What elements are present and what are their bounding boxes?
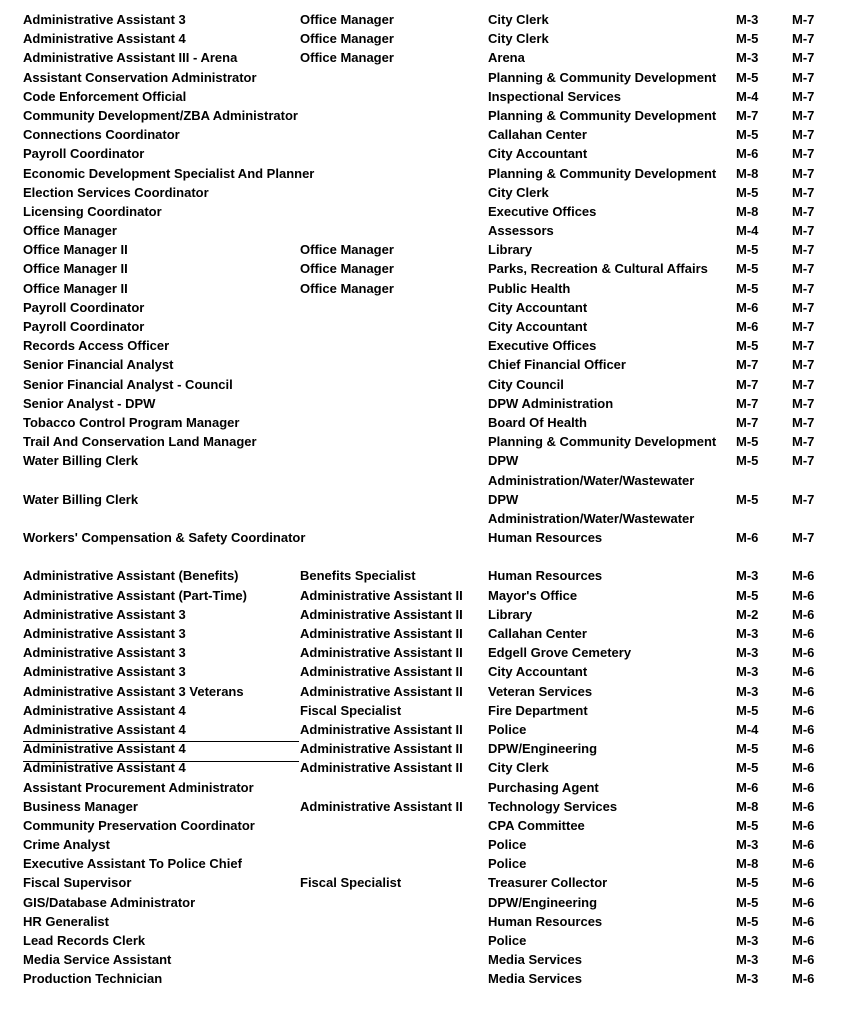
department: City Accountant xyxy=(488,299,588,315)
table-row xyxy=(0,509,856,528)
position-title: Senior Financial Analyst xyxy=(23,357,174,373)
table-row xyxy=(0,471,856,490)
department: Board Of Health xyxy=(488,414,587,430)
department: Parks, Recreation & Cultural Affairs xyxy=(488,261,708,277)
grade: M-5 xyxy=(736,760,759,776)
department: Callahan Center xyxy=(488,626,587,641)
position-title: Community Preservation Coordinator xyxy=(23,817,255,833)
department: Human Resources xyxy=(488,530,603,546)
position-title: Licensing Coordinator xyxy=(23,203,162,219)
grade: M-4 xyxy=(736,88,759,104)
new-grade: M-6 xyxy=(792,645,815,661)
grade: M-6 xyxy=(736,299,759,315)
position-title: Assistant Procurement Administrator xyxy=(23,779,254,795)
grade: M-5 xyxy=(736,875,759,891)
table-row xyxy=(0,528,856,547)
new-grade: M-7 xyxy=(792,184,815,200)
table-row xyxy=(0,931,856,950)
table-row xyxy=(0,701,856,720)
department: Arena xyxy=(488,50,525,66)
grade: M-5 xyxy=(736,913,759,929)
department: City Accountant xyxy=(488,319,588,334)
grade: M-5 xyxy=(736,894,759,910)
grade: M-7 xyxy=(736,357,759,373)
new-grade: M-7 xyxy=(792,242,815,258)
new-grade: M-7 xyxy=(792,203,815,219)
department: Planning & Community Development xyxy=(488,165,717,181)
table-row xyxy=(0,279,856,298)
department: Planning & Community Development xyxy=(488,69,717,85)
grade: M-3 xyxy=(736,933,759,948)
position-title: Fiscal Supervisor xyxy=(23,875,132,891)
position-title: Office Manager II xyxy=(23,261,128,277)
table-row xyxy=(0,873,856,892)
table-row xyxy=(0,87,856,106)
table-row xyxy=(0,29,856,48)
new-grade: M-7 xyxy=(792,395,815,411)
grade: M-4 xyxy=(736,223,759,239)
department: Media Services xyxy=(488,971,582,987)
position-title: Administrative Assistant (Part-Time) xyxy=(23,587,247,603)
new-grade: M-7 xyxy=(792,357,815,373)
position-title: Crime Analyst xyxy=(23,837,110,853)
position-title: Administrative Assistant 4 xyxy=(23,721,186,737)
table-row xyxy=(0,586,856,605)
position-title: Media Service Assistant xyxy=(23,952,172,968)
department: DPW/Engineering xyxy=(488,741,598,757)
new-grade: M-6 xyxy=(792,683,815,699)
former-title: Administrative Assistant II xyxy=(300,645,463,661)
new-grade: M-7 xyxy=(792,31,815,47)
new-grade: M-7 xyxy=(792,50,815,66)
new-grade: M-7 xyxy=(792,261,815,277)
position-title: Administrative Assistant 4 xyxy=(23,702,186,718)
position-title: Administrative Assistant 3 xyxy=(23,12,186,27)
table-row xyxy=(0,490,856,509)
former-title: Office Manager xyxy=(300,280,394,296)
grade: M-5 xyxy=(736,261,759,277)
table-row xyxy=(0,778,856,797)
new-grade: M-7 xyxy=(792,107,815,123)
grade: M-5 xyxy=(736,453,759,469)
former-title: Fiscal Specialist xyxy=(300,875,402,891)
grade: M-5 xyxy=(736,702,759,718)
department: Executive Offices xyxy=(488,203,597,219)
new-grade: M-7 xyxy=(792,280,815,296)
table-row xyxy=(0,893,856,912)
department: City Council xyxy=(488,376,564,392)
new-grade: M-7 xyxy=(792,146,815,162)
position-title: Tobacco Control Program Manager xyxy=(23,414,240,430)
department: Human Resources xyxy=(488,913,603,929)
position-title: Connections Coordinator xyxy=(23,127,180,143)
grade: M-3 xyxy=(736,568,759,584)
table-row xyxy=(0,662,856,681)
new-grade: M-6 xyxy=(792,702,815,718)
new-grade: M-6 xyxy=(792,721,815,737)
grade: M-8 xyxy=(736,203,759,219)
grade: M-3 xyxy=(736,626,759,641)
department: Media Services xyxy=(488,952,582,968)
department: Administration/Water/Wastewater xyxy=(488,510,695,526)
department: Mayor's Office xyxy=(488,587,578,603)
new-grade: M-6 xyxy=(792,664,815,680)
new-grade: M-7 xyxy=(792,299,815,315)
former-title: Administrative Assistant II xyxy=(300,683,463,699)
new-grade: M-6 xyxy=(792,568,815,584)
new-grade: M-6 xyxy=(792,606,815,622)
table-row xyxy=(0,202,856,221)
grade: M-4 xyxy=(736,721,759,737)
department: Police xyxy=(488,856,527,872)
underline-bottom xyxy=(23,761,299,762)
department: City Clerk xyxy=(488,31,549,47)
grade: M-3 xyxy=(736,664,759,680)
table-row xyxy=(0,566,856,585)
new-grade: M-7 xyxy=(792,530,815,546)
position-title: Administrative Assistant (Benefits) xyxy=(23,568,239,584)
position-title: Senior Analyst - DPW xyxy=(23,395,156,411)
grade: M-3 xyxy=(736,645,759,661)
grade: M-8 xyxy=(736,165,759,181)
table-row xyxy=(0,375,856,394)
position-table xyxy=(0,10,856,989)
position-title: Election Services Coordinator xyxy=(23,184,209,200)
grade: M-8 xyxy=(736,856,759,872)
position-title: Administrative Assistant 4 xyxy=(23,31,186,47)
table-row xyxy=(0,183,856,202)
position-title: Administrative Assistant 4 xyxy=(23,760,186,776)
table-row xyxy=(0,144,856,163)
new-grade: M-6 xyxy=(792,913,815,929)
table-row xyxy=(0,969,856,988)
department: City Accountant xyxy=(488,146,588,162)
position-title: Water Billing Clerk xyxy=(23,491,139,507)
grade: M-3 xyxy=(736,971,759,987)
table-row xyxy=(0,432,856,451)
grade: M-3 xyxy=(736,50,759,66)
department: CPA Committee xyxy=(488,817,585,833)
position-title: Office Manager xyxy=(23,223,117,239)
position-title: Trail And Conservation Land Manager xyxy=(23,434,257,450)
position-title: Office Manager II xyxy=(23,280,128,296)
table-row xyxy=(0,682,856,701)
table-row xyxy=(0,950,856,969)
new-grade: M-7 xyxy=(792,376,815,392)
new-grade: M-7 xyxy=(792,491,815,507)
new-grade: M-7 xyxy=(792,338,815,354)
former-title: Administrative Assistant II xyxy=(300,741,463,757)
table-row xyxy=(0,854,856,873)
position-title: Code Enforcement Official xyxy=(23,88,187,104)
position-title: Executive Assistant To Police Chief xyxy=(23,856,242,872)
table-row xyxy=(0,797,856,816)
grade: M-7 xyxy=(736,414,759,430)
table-row xyxy=(0,720,856,739)
department: Administration/Water/Wastewater xyxy=(488,472,695,488)
new-grade: M-7 xyxy=(792,69,815,85)
grade: M-3 xyxy=(736,683,759,699)
department: Library xyxy=(488,242,533,258)
former-title: Benefits Specialist xyxy=(300,568,416,584)
grade: M-5 xyxy=(736,280,759,296)
position-title: Payroll Coordinator xyxy=(23,319,145,334)
former-title: Administrative Assistant II xyxy=(300,587,463,603)
position-title: Economic Development Specialist And Planner xyxy=(23,165,315,181)
department: Inspectional Services xyxy=(488,88,621,104)
table-row xyxy=(0,221,856,240)
position-title: HR Generalist xyxy=(23,913,109,929)
former-title: Administrative Assistant II xyxy=(300,721,463,737)
grade: M-7 xyxy=(736,376,759,392)
former-title: Administrative Assistant II xyxy=(300,798,463,814)
position-title: Administrative Assistant 3 xyxy=(23,626,186,641)
department: Public Health xyxy=(488,280,571,296)
former-title: Fiscal Specialist xyxy=(300,702,402,718)
grade: M-5 xyxy=(736,741,759,757)
position-title: Administrative Assistant III - Arena xyxy=(23,50,238,66)
position-title: Assistant Conservation Administrator xyxy=(23,69,257,85)
new-grade: M-6 xyxy=(792,741,815,757)
new-grade: M-6 xyxy=(792,856,815,872)
department: Technology Services xyxy=(488,798,618,814)
grade: M-5 xyxy=(736,127,759,143)
department: Human Resources xyxy=(488,568,603,584)
grade: M-3 xyxy=(736,952,759,968)
new-grade: M-7 xyxy=(792,127,815,143)
department: City Accountant xyxy=(488,664,588,680)
position-title: Administrative Assistant 3 xyxy=(23,645,186,661)
table-row xyxy=(0,10,856,29)
position-title: Administrative Assistant 3 xyxy=(23,606,186,622)
former-title: Office Manager xyxy=(300,242,394,258)
position-title: Administrative Assistant 3 xyxy=(23,664,186,680)
department: Callahan Center xyxy=(488,127,587,143)
new-grade: M-6 xyxy=(792,760,815,776)
new-grade: M-6 xyxy=(792,798,815,814)
grade: M-2 xyxy=(736,606,759,622)
former-title: Office Manager xyxy=(300,12,394,27)
new-grade: M-7 xyxy=(792,165,815,181)
new-grade: M-7 xyxy=(792,319,815,334)
department: Planning & Community Development xyxy=(488,107,717,123)
table-row xyxy=(0,547,856,566)
new-grade: M-7 xyxy=(792,434,815,450)
table-row xyxy=(0,164,856,183)
department: City Clerk xyxy=(488,12,549,27)
position-title: Business Manager xyxy=(23,798,138,814)
position-title: Administrative Assistant 4 xyxy=(23,741,186,757)
position-title: Payroll Coordinator xyxy=(23,299,145,315)
position-title: Senior Financial Analyst - Council xyxy=(23,376,233,392)
former-title: Office Manager xyxy=(300,50,394,66)
grade: M-8 xyxy=(736,798,759,814)
table-row xyxy=(0,739,856,758)
grade: M-6 xyxy=(736,146,759,162)
department: DPW Administration xyxy=(488,395,614,411)
table-row xyxy=(0,336,856,355)
department: Fire Department xyxy=(488,702,588,718)
underline-top xyxy=(23,741,299,742)
new-grade: M-6 xyxy=(792,837,815,853)
new-grade: M-6 xyxy=(792,626,815,641)
grade: M-5 xyxy=(736,338,759,354)
department: DPW xyxy=(488,453,519,469)
former-title: Administrative Assistant II xyxy=(300,760,463,776)
table-row xyxy=(0,68,856,87)
grade: M-5 xyxy=(736,242,759,258)
table-row xyxy=(0,912,856,931)
grade: M-5 xyxy=(736,31,759,47)
former-title: Office Manager xyxy=(300,31,394,47)
table-row xyxy=(0,394,856,413)
department: Chief Financial Officer xyxy=(488,357,626,373)
department: City Clerk xyxy=(488,760,549,776)
new-grade: M-6 xyxy=(792,875,815,891)
grade: M-7 xyxy=(736,107,759,123)
table-row xyxy=(0,835,856,854)
former-title: Administrative Assistant II xyxy=(300,606,463,622)
grade: M-6 xyxy=(736,530,759,546)
department: Police xyxy=(488,933,527,948)
new-grade: M-7 xyxy=(792,88,815,104)
new-grade: M-7 xyxy=(792,12,815,27)
new-grade: M-7 xyxy=(792,223,815,239)
table-row xyxy=(0,259,856,278)
department: DPW xyxy=(488,491,519,507)
position-title: Lead Records Clerk xyxy=(23,933,146,948)
position-title: Community Development/ZBA Administrator xyxy=(23,107,298,123)
grade: M-5 xyxy=(736,587,759,603)
grade: M-5 xyxy=(736,817,759,833)
position-title: Workers' Compensation & Safety Coordinator xyxy=(23,530,306,546)
position-title: GIS/Database Administrator xyxy=(23,894,196,910)
new-grade: M-6 xyxy=(792,817,815,833)
new-grade: M-6 xyxy=(792,779,815,795)
position-title: Payroll Coordinator xyxy=(23,146,145,162)
table-row xyxy=(0,125,856,144)
position-title: Records Access Officer xyxy=(23,338,170,354)
grade: M-6 xyxy=(736,779,759,795)
new-grade: M-6 xyxy=(792,952,815,968)
department: Library xyxy=(488,606,533,622)
table-row xyxy=(0,605,856,624)
department: Treasurer Collector xyxy=(488,875,608,891)
department: Executive Offices xyxy=(488,338,597,354)
new-grade: M-7 xyxy=(792,453,815,469)
table-row xyxy=(0,816,856,835)
new-grade: M-7 xyxy=(792,414,815,430)
table-row xyxy=(0,106,856,125)
former-title: Administrative Assistant II xyxy=(300,664,463,680)
grade: M-5 xyxy=(736,184,759,200)
table-row xyxy=(0,451,856,470)
department: Edgell Grove Cemetery xyxy=(488,645,632,661)
table-row xyxy=(0,413,856,432)
position-title: Administrative Assistant 3 Veterans xyxy=(23,683,244,699)
department: Police xyxy=(488,837,527,853)
table-row xyxy=(0,355,856,374)
table-row xyxy=(0,624,856,643)
grade: M-5 xyxy=(736,491,759,507)
table-row xyxy=(0,48,856,67)
table-row xyxy=(0,240,856,259)
department: Purchasing Agent xyxy=(488,779,599,795)
department: DPW/Engineering xyxy=(488,894,598,910)
table-row xyxy=(0,643,856,662)
new-grade: M-6 xyxy=(792,971,815,987)
department: Planning & Community Development xyxy=(488,434,717,450)
grade: M-6 xyxy=(736,319,759,334)
grade: M-3 xyxy=(736,837,759,853)
new-grade: M-6 xyxy=(792,894,815,910)
new-grade: M-6 xyxy=(792,587,815,603)
grade: M-5 xyxy=(736,69,759,85)
position-title: Production Technician xyxy=(23,971,163,987)
grade: M-7 xyxy=(736,395,759,411)
table-row xyxy=(0,298,856,317)
department: Veteran Services xyxy=(488,683,593,699)
department: Assessors xyxy=(488,223,554,239)
table-row xyxy=(0,317,856,336)
new-grade: M-6 xyxy=(792,933,815,948)
grade: M-5 xyxy=(736,434,759,450)
department: City Clerk xyxy=(488,184,549,200)
department: Police xyxy=(488,721,527,737)
grade: M-3 xyxy=(736,12,759,27)
former-title: Office Manager xyxy=(300,261,394,277)
position-title: Office Manager II xyxy=(23,242,128,258)
former-title: Administrative Assistant II xyxy=(300,626,463,641)
position-title: Water Billing Clerk xyxy=(23,453,139,469)
